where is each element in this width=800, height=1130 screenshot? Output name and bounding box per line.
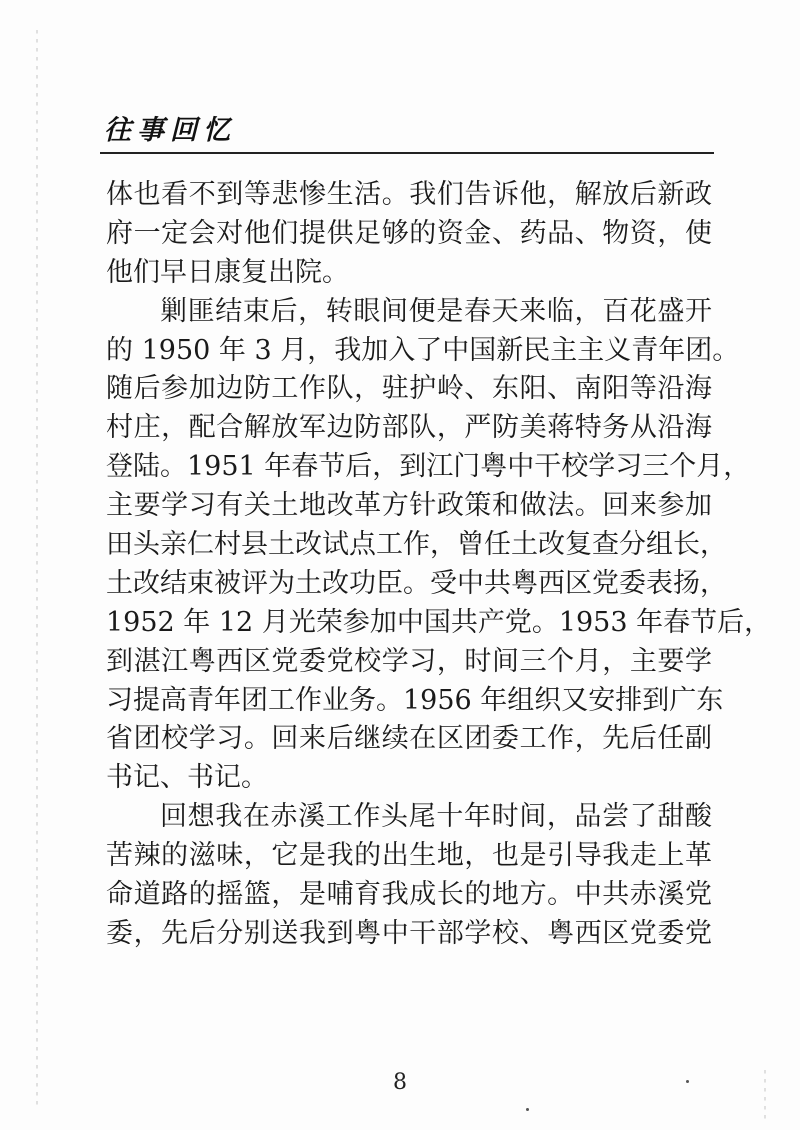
text-line: 田头亲仁村县土改试点工作，曾任土改复查分组长， [106, 529, 727, 561]
text-line: 省团校学习。回来后继续在区团委工作，先后任副 [106, 723, 712, 755]
text-line: 随后参加边防工作队，驻护岭、东阳、南阳等沿海 [106, 373, 712, 405]
text-line: 习提高青年团工作业务。1956 年组织又安排到广东 [106, 684, 724, 716]
text-line: 书记、书记。 [106, 762, 268, 794]
text-line: 委，先后分别送我到粤中干部学校、粤西区党委党 [106, 917, 712, 949]
scan-edge-left [36, 30, 38, 1110]
text-line: 到湛江粤西区党委党校学习，时间三个月，主要学 [106, 645, 712, 677]
text-line: 他们早日康复出院。 [106, 256, 349, 288]
page-number: 8 [393, 1070, 407, 1095]
text-line: 苦辣的滋味，它是我的出生地，也是引导我走上革 [106, 840, 712, 872]
text-line: 命道路的摇篮，是哺育我成长的地方。中共赤溪党 [106, 879, 712, 911]
text-line: 体也看不到等悲惨生活。我们告诉他，解放后新政 [106, 179, 712, 210]
text-line: 土改结束被评为土改功臣。受中共粤西区党委表扬， [106, 567, 727, 599]
text-line: 村庄，配合解放军边防部队，严防美蒋特务从沿海 [106, 412, 712, 444]
text-line: 登陆。1951 年春节后，到江门粤中干校学习三个月， [106, 451, 751, 483]
text-line: 回想我在赤溪工作头尾十年时间，品尝了甜酸 [160, 801, 712, 833]
scan-speck [686, 1080, 689, 1083]
text-line: 府一定会对他们提供足够的资金、药品、物资，使 [106, 217, 712, 249]
body-text [106, 176, 772, 954]
running-header-title: 往事回忆 [104, 115, 236, 146]
text-line: 主要学习有关土地改革方针政策和做法。回来参加 [106, 490, 712, 522]
text-line: 的 1950 年 3 月，我加入了中国新民主主义青年团。 [106, 334, 740, 366]
scan-speck [526, 1108, 529, 1111]
header-rule [100, 152, 714, 154]
text-line: 1952 年 12 月光荣参加中国共产党。1953 年春节后， [106, 606, 772, 638]
text-line: 剿匪结束后，转眼间便是春天来临，百花盛开 [160, 295, 712, 327]
